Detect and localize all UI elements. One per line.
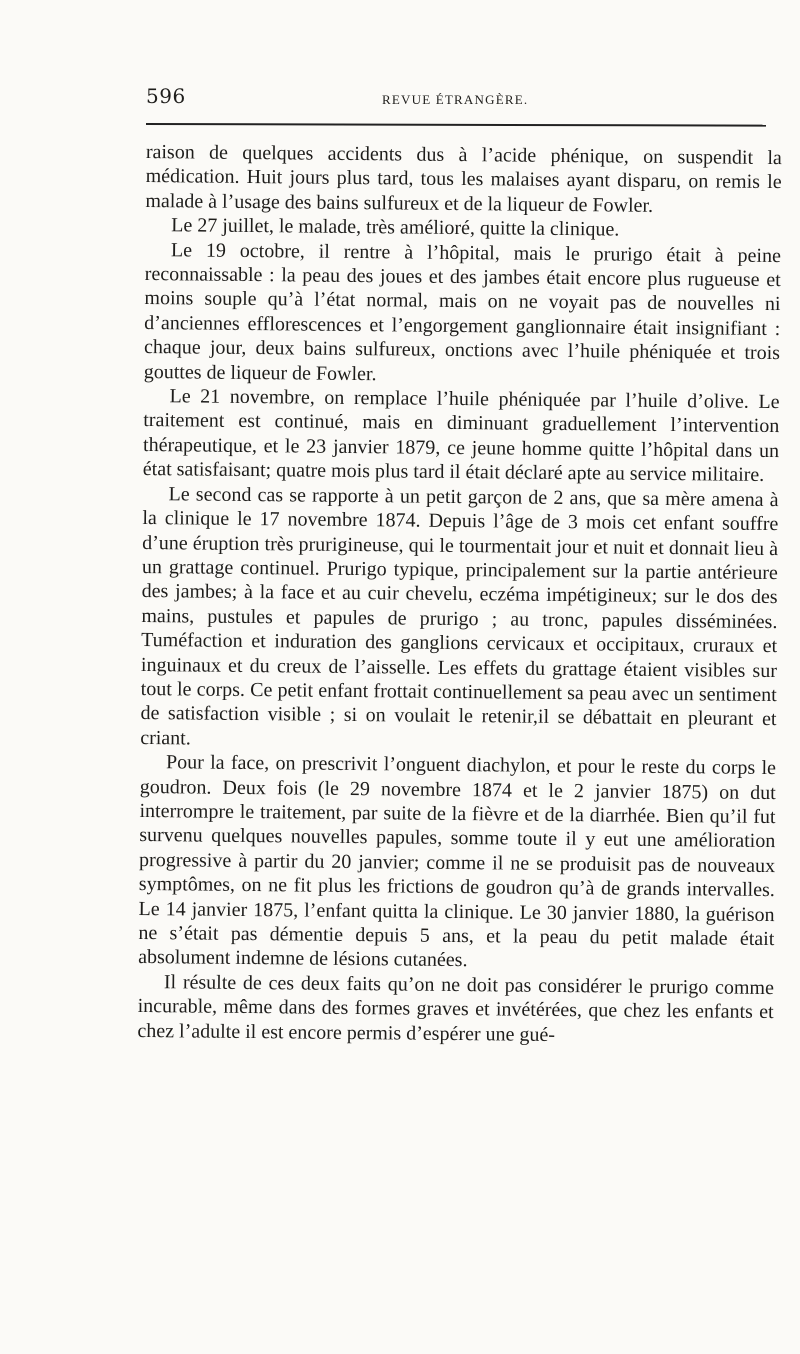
paragraph: Le 21 novembre, on remplace l’huile phéniquée par l’huile d’olive. Le traitement est continué, mais en diminuant graduellement l’intervention thérapeutique, et le 23 janvier 1879, ce jeune homme quitte l’hôpital dans un état satisfaisant; quatre mois plus tard il était déclaré apte au service militaire. <box>142 385 780 487</box>
paragraph-continued: raison de quelques accidents dus à l’acide phénique, on suspendit la médication. Huit jours plus tard, tous les malaises ayant disparu, on remis le malade à l’usage des bains sulfureux et de la liqueur de Fowler. <box>145 140 782 217</box>
body-text <box>137 140 782 1049</box>
header-rule <box>146 123 766 127</box>
paragraph: Pour la face, on prescrivit l’onguent diachylon, et pour le reste du corps le goudron. Deux fois (le 29 novembre 1874 et le 2 janvier 1875) on dut interrompre le traitement, par suite de la fièvre et de la diarrhée. Bien qu’il fut survenu quelques nouvelles papules, somme toute il y eut une amélioration progressive à partir du 20 janvier; comme il ne se produisit pas de nouveaux symptômes, on ne fit plus les frictions de goudron qu’à de grands intervalles. Le 14 janvier 1875, l’enfant quitta la clinique. Le 30 janvier 1880, la guérison ne s’était pas démentie depuis 5 ans, et la peau du petit malade était absolument indemne de lésions cutanées. <box>138 751 777 972</box>
page-number: 596 <box>146 84 186 108</box>
paragraph: Le second cas se rapporte à un petit garçon de 2 ans, que sa mère amena à la clinique le 17 novembre 1874. Depuis l’âge de 3 mois cet enfant souffre d’une éruption très prurigineuse, qui le tourmentait jour et nuit et donnait lieu à un grattage continuel. Prurigo typique, principalement sur la partie antérieure des jambes; à la face et au cuir chevelu, eczéma impétigineux; sur le dos des mains, pustules et papules de prurigo ; au tronc, papules disséminées. Tuméfaction et induration des ganglions cervicaux et occipitaux, cruraux et inguinaux et du creux de l’aisselle. Les effets du grattage étaient visibles sur tout le corps. Ce petit enfant frottait continuellement sa peau avec un sentiment de satisfaction visible ; si on voulait le retenir,il se débattait en pleurant et criant. <box>140 482 779 750</box>
paragraph: Il résulte de ces deux faits qu’on ne doit pas considérer le prurigo comme incurable, même dans des formes graves et invétérées, que chez les enfants et chez l’adulte il est encore permis d’espérer une gué- <box>137 971 774 1046</box>
paragraph: Le 27 juillet, le malade, très amélioré, quitte la clinique. <box>171 214 620 241</box>
running-title: REVUE ÉTRANGÈRE. <box>382 92 529 107</box>
paragraph: Le 19 octobre, il rentre à l’hôpital, mais le prurigo était à peine reconnaissable : la peau des joues et des jambes était encore plus rugueuse et moins souple qu’à l’état normal, mais on ne voyait pas de nouvelles ni d’anciennes efflorescences et l’engorgement ganglionnaire était insignifiant : chaque jour, deux bains sulfureux, onctions avec l’huile phéniquée et trois gouttes de liqueur de Fowler. <box>143 238 782 385</box>
